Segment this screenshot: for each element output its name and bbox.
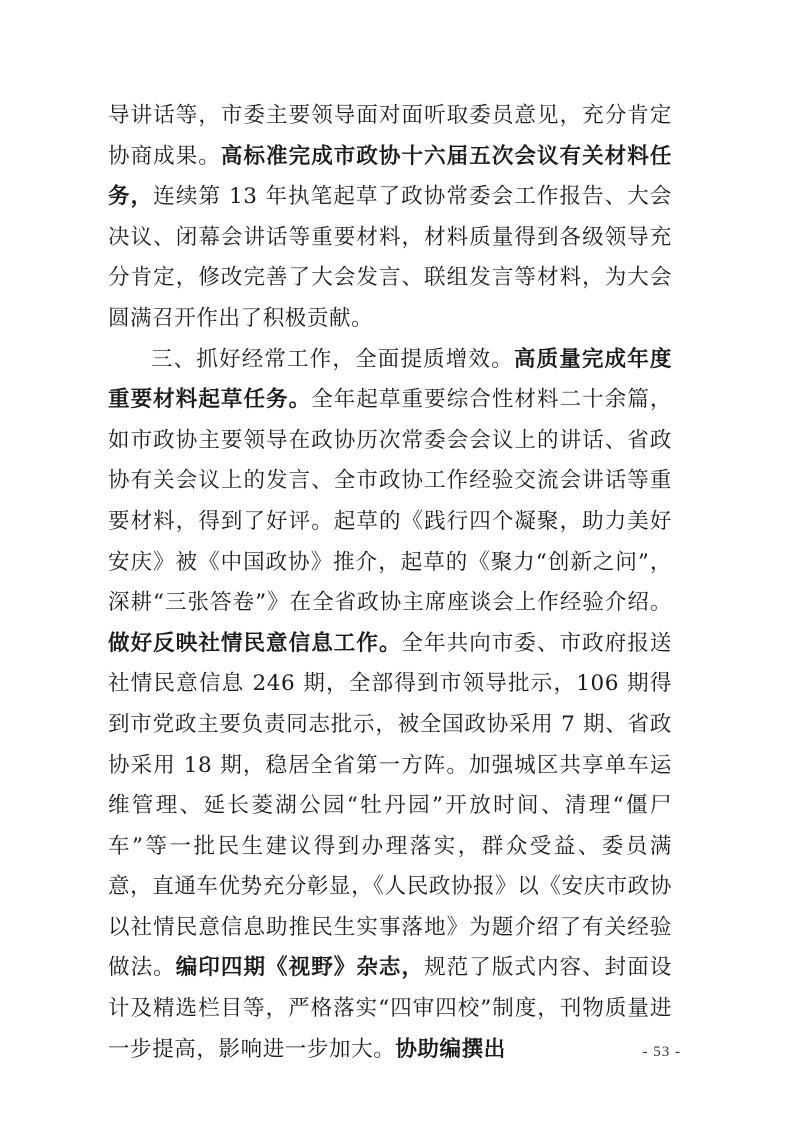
page-number: - 53 - xyxy=(642,1044,681,1060)
paragraph-2-text-b: 全年共向市委、市政府报送社情民意信息 246 期，全部得到市领导批示，106 期得到市党政主要负责同志批示，被全国政协采用 7 期、省政协采用 18 期，稳居全省第一方阵。加强城区共享单车运维管理、延长菱湖公园“牡丹园”开放时间、清理“僵尸车”等一批民生建议得到办理落实，群众受益、委员满意，直通车优势充分彰显，《人民政协报》以《安庆市政协以社情民意信息助推民生实事落地》为题介绍了有关经验做法。 xyxy=(108,630,672,981)
paragraph-1-bold-a: 高标准完成市政协十六届五次会议有关材料任务， xyxy=(108,143,672,210)
paragraph-2 xyxy=(108,340,672,1071)
paragraph-2-bold-b: 做好反映社情民意信息工作。 xyxy=(108,630,402,656)
paragraph-2-text-a: 全年起草重要综合性材料二十余篇，如市政协主要领导在政协历次常委会会议上的讲话、省政协有关会议上的发言、全市政协工作经验交流会讲话等重要材料，得到了好评。起草的《践行四个凝聚，助力美好安庆》被《中国政协》推介，起草的《聚力“创新之问”，深耕“三张答卷”》在全省政协主席座谈会上作经验介绍。 xyxy=(108,387,672,616)
paragraph-2-bold-d: 协助编撰出 xyxy=(395,1036,506,1062)
paragraph-1-text-a: 导讲话等，市委主要领导面对面听取委员意见，充分肯定协商成果。 xyxy=(108,103,672,169)
paragraph-2-bold-c: 编印四期《视野》杂志， xyxy=(175,955,425,981)
paragraph-1-text-b: 连续第 13 年执笔起草了政协常委会工作报告、大会决议、闭幕会讲话等重要材料，材料质量得到各级领导充分肯定，修改完善了大会发言、联组发言等材料，为大会圆满召开作出了积极贡献。 xyxy=(108,184,673,331)
paragraph-2-bold-a: 高质量完成年度重要材料起草任务。 xyxy=(108,346,673,413)
paragraph-2-text-c: 规范了版式内容、封面设计及精选栏目等，严格落实“四审四校”制度，刊物质量进一步提高，影响进一步加大。 xyxy=(108,955,672,1062)
paragraph-1 xyxy=(108,96,672,340)
document-body xyxy=(108,96,672,1070)
section-heading: 三、抓好经常工作，全面提质增效。 xyxy=(151,346,514,372)
